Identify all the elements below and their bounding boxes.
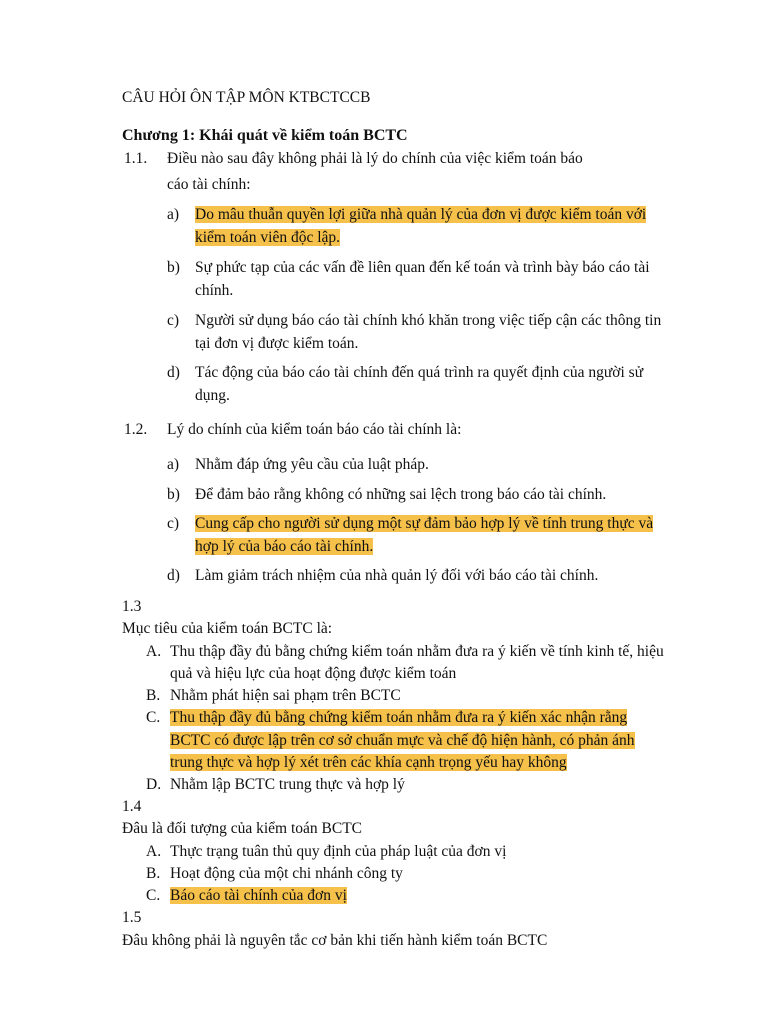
answer-marker: d): [167, 567, 180, 584]
answer-text-correct: Báo cáo tài chính của đơn vị: [170, 887, 347, 904]
question-number: 1.5: [122, 909, 142, 926]
answer-text: Để đảm bảo rằng không có những sai lệch trong báo cáo tài chính.: [195, 486, 607, 503]
question-number: 1.2.: [124, 421, 148, 438]
answer-text: Hoạt động của một chi nhánh công ty: [170, 865, 403, 882]
answer-text: Người sử dụng báo cáo tài chính khó khăn trong việc tiếp cận các thông tin: [195, 312, 662, 329]
answer-marker: A.: [146, 843, 162, 860]
question-text: cáo tài chính:: [167, 176, 251, 193]
answer-text: Làm giảm trách nhiệm của nhà quản lý đối với báo cáo tài chính.: [195, 567, 599, 584]
answer-text-correct: Thu thập đầy đủ bằng chứng kiểm toán nhằm đưa ra ý kiến xác nhận rằng: [170, 709, 628, 726]
answer-text-correct: Do mâu thuẫn quyền lợi giữa nhà quản lý của đơn vị được kiểm toán với: [195, 206, 647, 223]
answer-marker: C.: [146, 887, 161, 904]
answer-text: Nhằm lập BCTC trung thực và hợp lý: [170, 776, 405, 793]
question-text: Điều nào sau đây không phải là lý do chính của việc kiểm toán báo: [167, 150, 583, 167]
answer-text: Thu thập đầy đủ bằng chứng kiểm toán nhằm đưa ra ý kiến về tính kinh tế, hiệu: [170, 643, 664, 660]
answer-marker: A.: [146, 643, 162, 660]
question-text: Lý do chính của kiểm toán báo cáo tài chính là:: [167, 421, 462, 438]
answer-text: Thực trạng tuân thủ quy định của pháp luật của đơn vị: [170, 843, 507, 860]
chapter-heading: Chương 1: Khái quát về kiểm toán BCTC: [122, 127, 408, 144]
answer-text-correct: kiểm toán viên độc lập.: [195, 229, 341, 246]
answer-marker: c): [167, 515, 180, 532]
answer-marker: d): [167, 364, 180, 381]
document-title: CÂU HỎI ÔN TẬP MÔN KTBCTCCB: [122, 89, 371, 106]
answer-text-correct: BCTC có được lập trên cơ sở chuẩn mực và chế độ hiện hành, có phản ánh: [170, 732, 635, 749]
question-number: 1.1.: [124, 150, 148, 167]
answer-text-correct: Cung cấp cho người sử dụng một sự đảm bảo hợp lý về tính trung thực và: [195, 515, 654, 532]
answer-marker: D.: [146, 776, 162, 793]
question-number: 1.4: [122, 798, 142, 815]
question-text: Đâu là đối tượng của kiểm toán BCTC: [122, 820, 363, 837]
answer-text: Sự phức tạp của các vấn đề liên quan đến kế toán và trình bày báo cáo tài: [195, 259, 650, 276]
answer-marker: a): [167, 206, 180, 223]
answer-text-correct: trung thực và hợp lý xét trên các khía cạnh trọng yếu hay không: [170, 754, 567, 771]
answer-text: chính.: [195, 282, 234, 299]
answer-text-correct: hợp lý của báo cáo tài chính.: [195, 538, 374, 555]
answer-marker: b): [167, 259, 180, 276]
answer-text: Nhằm đáp ứng yêu cầu của luật pháp.: [195, 456, 429, 473]
question-text: Đâu không phải là nguyên tắc cơ bản khi tiến hành kiểm toán BCTC: [122, 932, 548, 949]
answer-text: Nhằm phát hiện sai phạm trên BCTC: [170, 687, 401, 704]
answer-text: quả và hiệu lực của hoạt động được kiểm toán: [170, 665, 457, 682]
question-number: 1.3: [122, 598, 142, 615]
answer-marker: b): [167, 486, 180, 503]
answer-marker: B.: [146, 687, 161, 704]
answer-text: tại đơn vị được kiểm toán.: [195, 335, 359, 352]
question-text: Mục tiêu của kiểm toán BCTC là:: [122, 620, 333, 637]
answer-marker: C.: [146, 709, 161, 726]
answer-marker: a): [167, 456, 180, 473]
answer-text: Tác động của báo cáo tài chính đến quá trình ra quyết định của người sử: [195, 364, 644, 381]
answer-marker: c): [167, 312, 180, 329]
answer-text: dụng.: [195, 387, 230, 404]
answer-marker: B.: [146, 865, 161, 882]
